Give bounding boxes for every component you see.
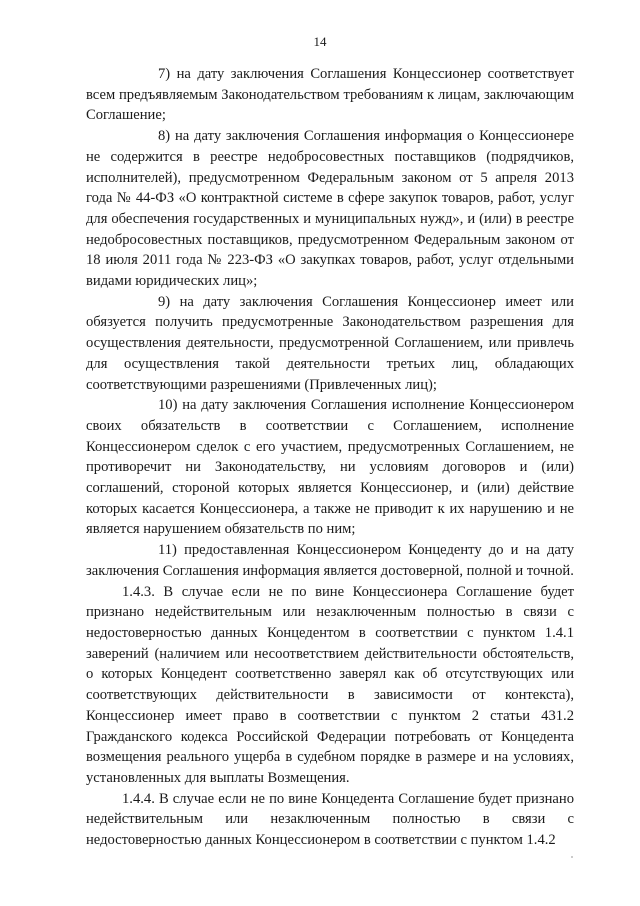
clause-1-4-3 [86, 582, 574, 789]
item-number: 9) [158, 293, 171, 310]
list-item-10 [86, 395, 574, 540]
item-text: на дату заключения Соглашения Концессионер имеет или обязуется получить предусмотренные Законодательством разрешения для осуществления деятельности, предусмотренной Соглашением, или привлечь для осуществления такой деятельности третьих лиц, обладающих соответствующими разрешениями (Привлеченных лиц); [86, 293, 574, 393]
clause-number: 1.4.4. [122, 790, 155, 807]
item-number: 8) [158, 128, 171, 145]
item-text: на дату заключения Соглашения Концессионер соответствует всем предъявляемым Законодательством требованиям к лицам, заключающим Соглашение; [86, 66, 574, 124]
list-item-8 [86, 126, 574, 292]
item-text: на дату заключения Соглашения информация о Концессионере не содержится в реестре недобросовестных поставщиков (подрядчиков, исполнителей), предусмотренном Федеральным законом от 5 апреля 2013 года № 44-ФЗ «О контрактной системе в сфере закупок товаров, работ, услуг для обеспечения государственных и муниципальных нужд», и (или) в реестре недобросовестных поставщиков, предусмотренном Федеральным законом от 18 июля 2011 года № 223-ФЗ «О закупках товаров, работ, услуг отдельными видами юридических лиц»; [86, 128, 574, 290]
document-body [86, 64, 574, 851]
page-number: 14 [313, 34, 327, 49]
item-text: на дату заключения Соглашения исполнение Концессионером своих обязательств в соответствии с Соглашением, исполнение Концессионером сделок с его участием, предусмотренных Соглашением, не противоречит ни Законодательству, ни условиям договоров и (или) соглашений, стороной которых является Концессионер, и (или) действие которых касается Концессионера, а также не приводит к их нарушению и не является нарушением обязательств по ним; [86, 397, 574, 538]
item-text: предоставленная Концессионером Концеденту до и на дату заключения Соглашения информация является достоверной, полной и точной. [86, 542, 574, 579]
list-item-7 [86, 64, 574, 126]
clause-1-4-4 [86, 789, 574, 851]
clause-text: В случае если не по вине Концессионера Соглашение будет признано недействительным или незаключенным полностью в связи с недостоверностью данных Концедентом в соответствии с пунктом 1.4.1 заверений (наличием или несоответствием действительности обстоятельств, о которых Концедент соответственно заверял как об отсутствующих или соответствующих действительности в зависимости от контекста), Концессионер имеет право в соответствии с пунктом 2 статьи 431.2 Гражданского кодекса Российской Федерации потребовать от Концедента возмещения реального ущерба в судебном порядке в размере и на условиях, установленных для выплаты Возмещения. [86, 583, 574, 786]
clause-text: В случае если не по вине Концедента Соглашение будет признано недействительным или незаключенным полностью в связи с недостоверностью данных Концессионером в соответствии с пунктом 1.4.2 [86, 790, 574, 849]
item-number: 10) [158, 397, 178, 414]
clause-number: 1.4.3. [122, 583, 155, 600]
scan-speck [571, 856, 573, 858]
list-item-9 [86, 292, 574, 396]
item-number: 11) [158, 542, 177, 559]
list-item-11 [86, 540, 574, 581]
item-number: 7) [158, 66, 171, 82]
